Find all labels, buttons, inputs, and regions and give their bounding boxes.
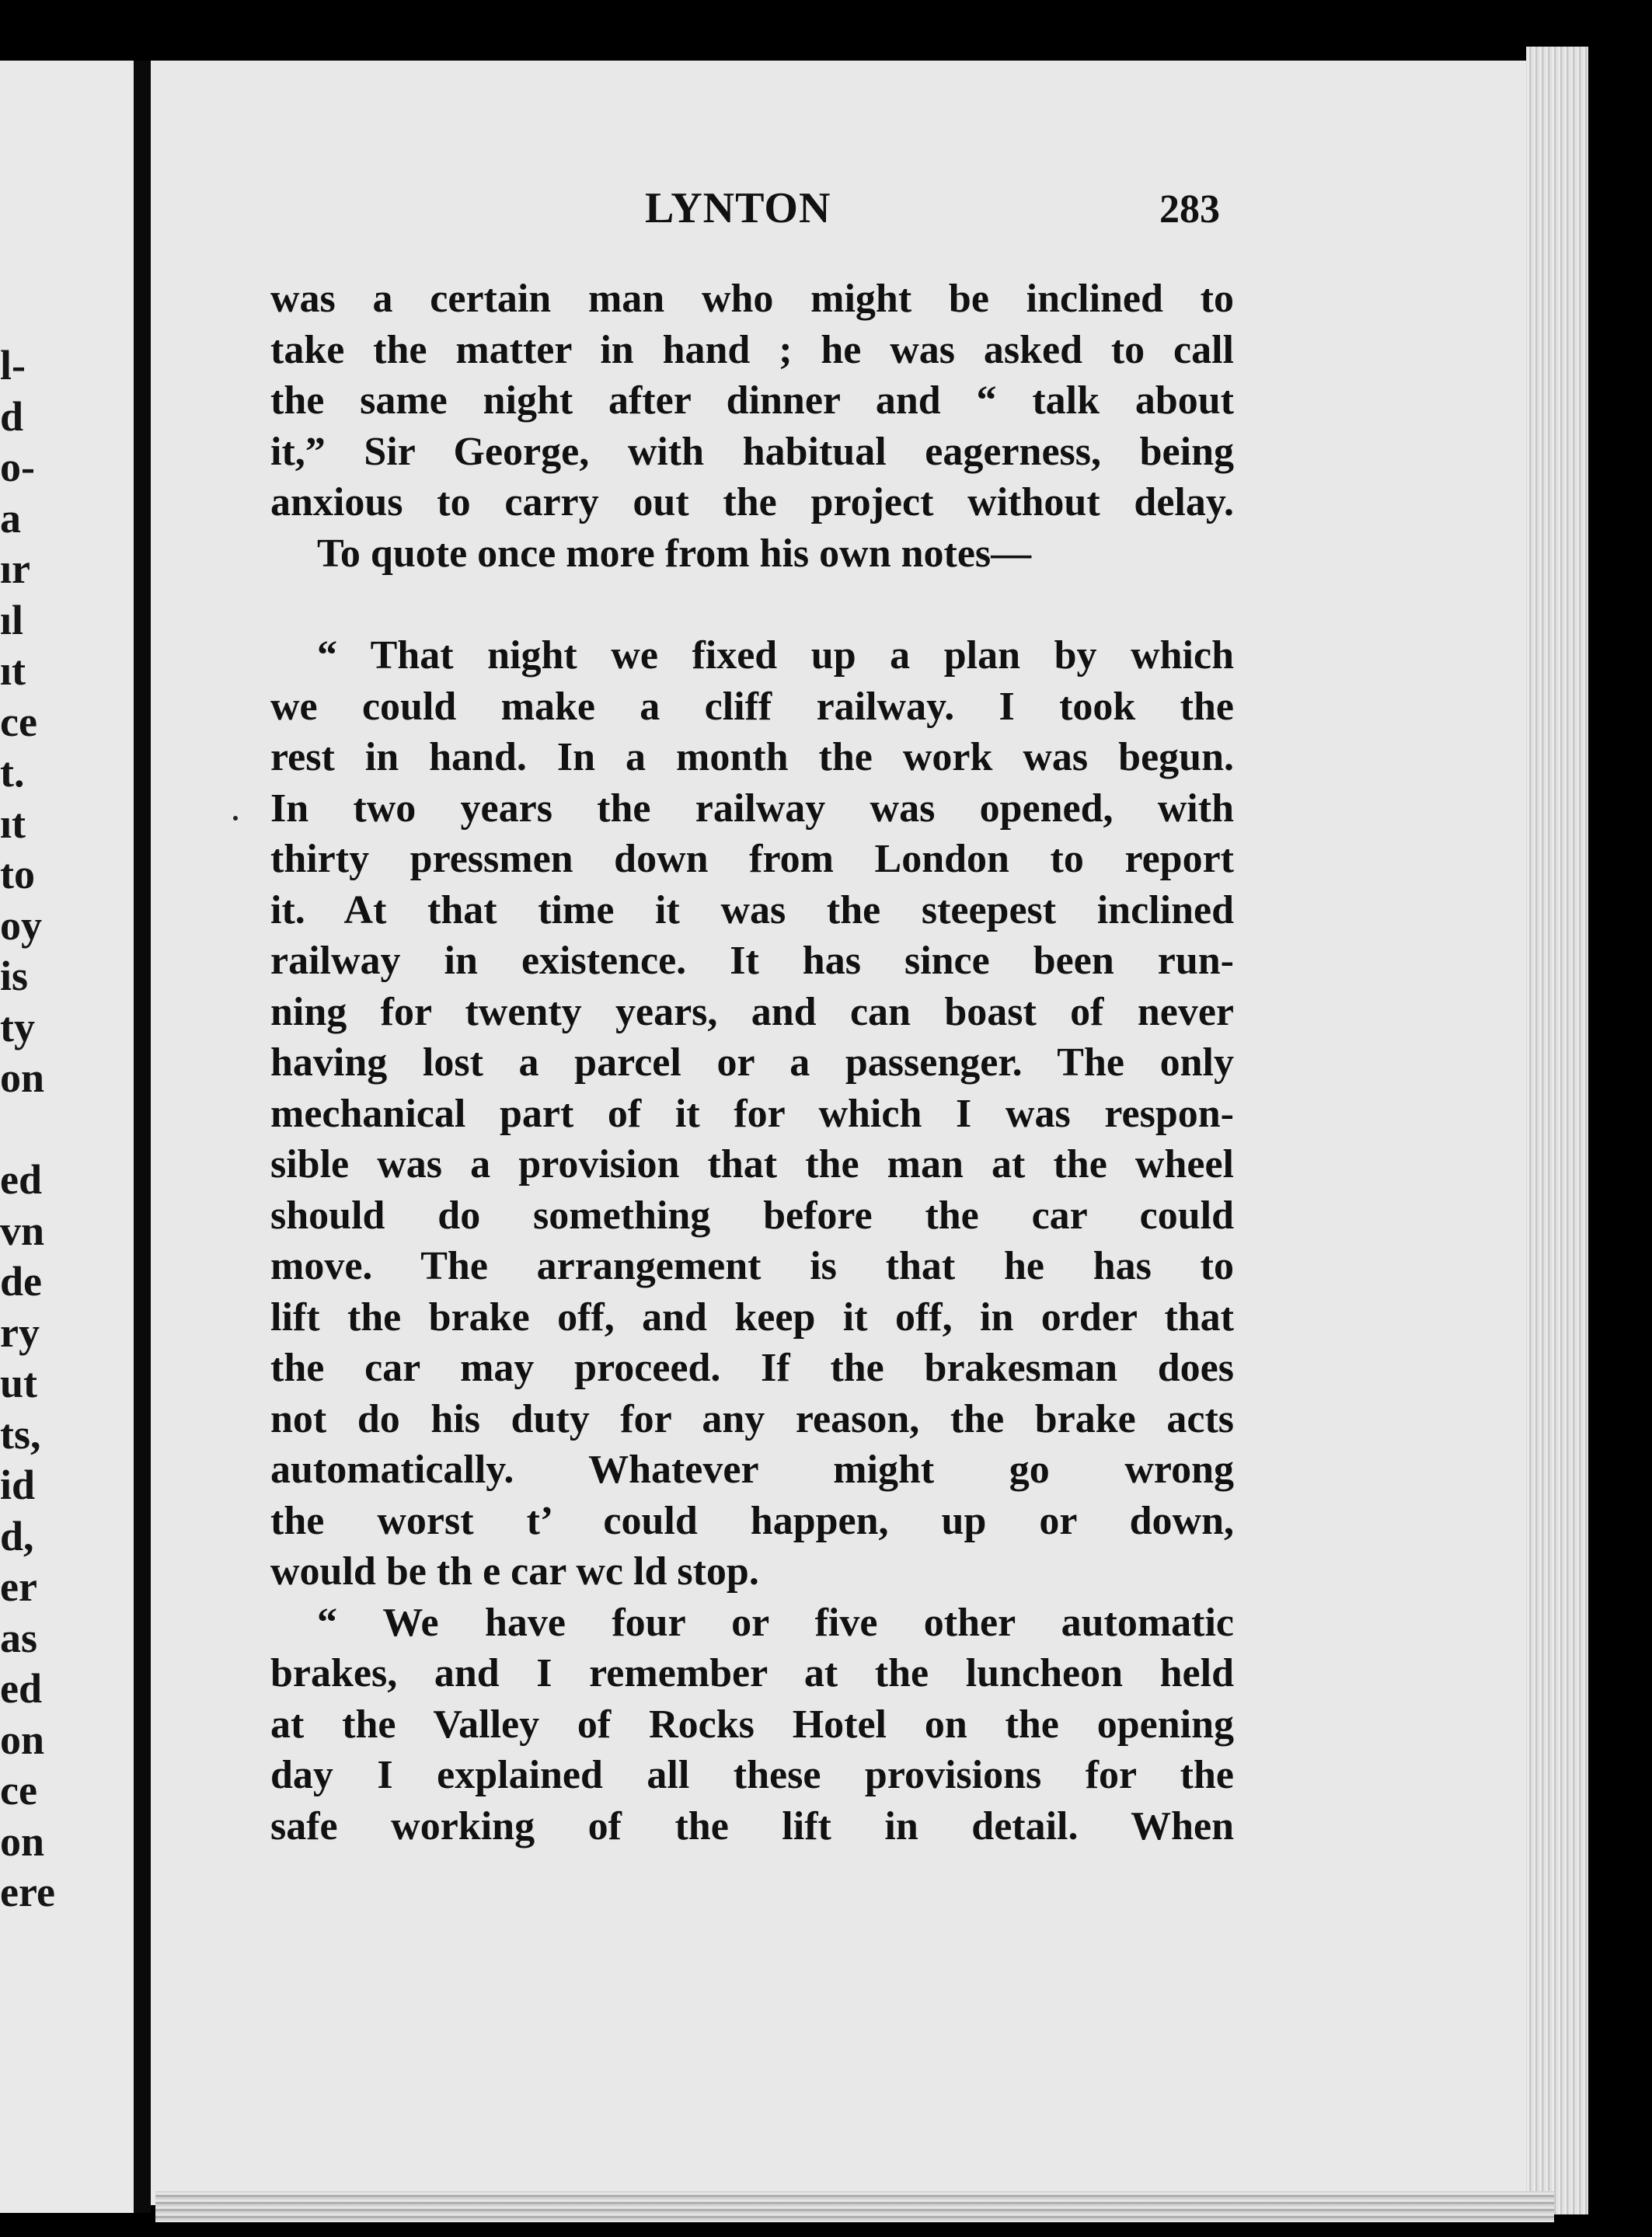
paragraph-gap — [270, 579, 1234, 630]
previous-page-fragment: ut — [0, 1360, 38, 1406]
previous-page-fragment: er — [0, 1563, 37, 1610]
previous-page-text-fragments — [0, 340, 55, 1918]
text-line: automatically. Whatever might go wrong — [270, 1448, 1234, 1492]
page-stack-edge — [1526, 47, 1588, 2214]
previous-page-fragment: ce — [0, 1767, 37, 1814]
running-header: LYNTON — [645, 184, 831, 232]
text-line: railway in existence. It has since been run- — [270, 939, 1234, 983]
previous-page-fragment: id — [0, 1462, 36, 1508]
text-line: it. At that time it was the steepest inclined — [270, 887, 1234, 932]
previous-page-fragment: ere — [0, 1869, 55, 1915]
text-line: rest in hand. In a month the work was begun. — [270, 735, 1234, 779]
previous-page-fragment: vn — [0, 1207, 45, 1254]
previous-page-fragment: as — [0, 1614, 38, 1661]
text-line: having lost a parcel or a passenger. The only — [270, 1040, 1234, 1085]
text-line: To quote once more from his own notes— — [317, 531, 1032, 576]
previous-page-fragment: d, — [0, 1512, 34, 1559]
previous-page-fragment: ıl — [0, 596, 24, 643]
scan-border — [1588, 31, 1652, 2237]
previous-page-fragment: ed — [0, 1156, 42, 1203]
previous-page-fragment: ır — [0, 545, 30, 592]
previous-page-fragment: de — [0, 1258, 42, 1305]
paragraph — [270, 528, 1234, 580]
text-line: brakes, and I remember at the luncheon held — [270, 1651, 1234, 1695]
text-line: anxious to carry out the project without delay. — [270, 480, 1234, 524]
text-line: day I explained all these provisions for the — [270, 1753, 1234, 1797]
text-line: would be th e car wc ld stop. — [270, 1549, 759, 1594]
text-line: safe working of the lift in detail. When — [270, 1803, 1234, 1848]
text-line: the same night after dinner and “ talk about — [270, 378, 1234, 423]
previous-page-fragment: o- — [0, 444, 35, 490]
previous-page-fragment: ed — [0, 1665, 42, 1712]
previous-page-fragment: ce — [0, 698, 37, 745]
text-line: should do something before the car could — [270, 1193, 1234, 1238]
text-line: not do his duty for any reason, the brake acts — [270, 1396, 1234, 1441]
previous-page-fragment: on — [0, 1716, 45, 1763]
text-line: “ That night we fixed up a plan by which — [317, 633, 1234, 678]
book-gutter — [134, 61, 151, 2213]
page-bottom-edge — [155, 2191, 1554, 2222]
previous-page-fragment: ty — [0, 1003, 35, 1051]
text-line: it,” Sir George, with habitual eagerness, being — [270, 429, 1234, 474]
text-line: the worst t’ could happen, up or down, — [270, 1498, 1234, 1543]
previous-page-fragment: ıt — [0, 647, 26, 694]
text-line: the car may proceed. If the brakesman does — [270, 1346, 1234, 1390]
previous-page-fragment: t. — [0, 749, 25, 796]
paragraph — [270, 274, 1234, 528]
text-line: we could make a cliff railway. I took the — [270, 684, 1234, 729]
previous-page-fragment: is — [0, 953, 29, 999]
previous-page-fragment: ıt — [0, 800, 26, 847]
ink-speck — [233, 816, 238, 821]
previous-page-fragment: oy — [0, 901, 42, 949]
text-line: lift the brake off, and keep it off, in order that — [270, 1294, 1234, 1340]
text-line: thirty pressmen down from London to report — [270, 837, 1234, 881]
page-number: 283 — [1159, 187, 1220, 232]
block-quote — [270, 1598, 1234, 1852]
previous-page-edge — [0, 61, 134, 2213]
text-line: move. The arrangement is that he has to — [270, 1244, 1234, 1288]
previous-page-fragment: on — [0, 1817, 45, 1865]
previous-page-fragment: a — [0, 494, 21, 542]
previous-page-fragment: ry — [0, 1308, 40, 1356]
text-line: mechanical part of it for which I was respon- — [270, 1091, 1234, 1136]
text-line: at the Valley of Rocks Hotel on the opening — [270, 1702, 1234, 1747]
previous-page-fragment — [0, 1104, 55, 1155]
text-line: “ We have four or five other automatic — [317, 1600, 1234, 1645]
text-line: sible was a provision that the man at the wheel — [270, 1142, 1234, 1186]
previous-page-fragment: l- — [0, 342, 26, 389]
text-line: take the matter in hand ; he was asked to call — [270, 327, 1234, 372]
previous-page-fragment: on — [0, 1054, 45, 1101]
text-line: In two years the railway was opened, with — [270, 786, 1234, 831]
page-body — [270, 274, 1234, 1852]
block-quote — [270, 630, 1234, 1598]
previous-page-fragment: ts, — [0, 1410, 41, 1458]
text-line: ning for twenty years, and can boast of never — [270, 989, 1234, 1034]
previous-page-fragment: to — [0, 851, 35, 897]
text-line: was a certain man who might be inclined to — [270, 277, 1234, 321]
previous-page-fragment: d — [0, 392, 24, 440]
